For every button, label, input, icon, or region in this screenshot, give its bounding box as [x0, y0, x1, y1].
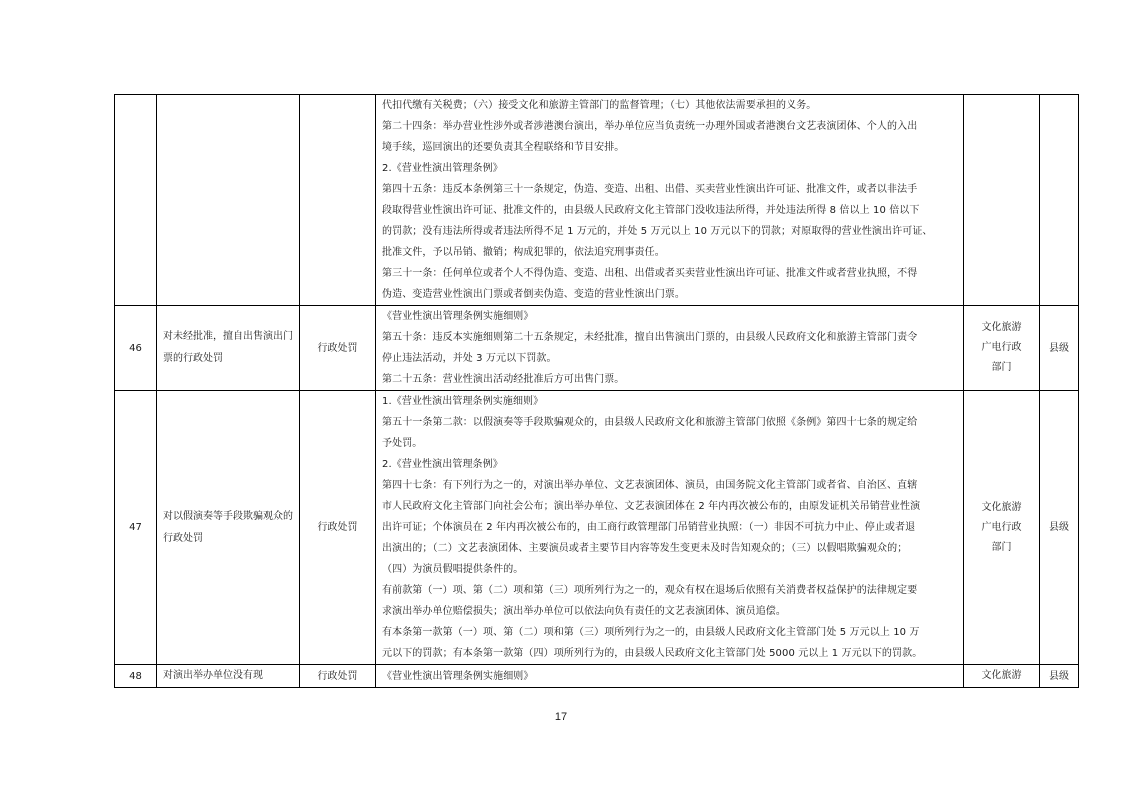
basis-line: 2.《营业性演出管理条例》 [382, 163, 503, 174]
row-number: 46 [115, 306, 157, 391]
penalty-type: 行政处罚 [300, 306, 376, 391]
basis-line: 第二十四条：举办营业性涉外或者涉港澳台演出，举办单位应当负责统一办理外国或者港澳台文艺表演团体、个人的入出 [382, 121, 918, 132]
basis-line: 元以下的罚款；有本条第一款第（四）项所列行为的，由县级人民政府文化主管部门处 5000 元以上 1 万元以下的罚款。 [382, 648, 923, 659]
department-line: 部门 [991, 541, 1012, 553]
row-number: 47 [115, 391, 157, 665]
basis-line: 的罚款；没有违法所得或者违法所得不足 1 万元的，并处 5 万元以上 10 万元以下的罚款；对原取得的营业性演出许可证、 [382, 226, 933, 237]
basis-line: 第二十五条：营业性演出活动经批准后方可出售门票。 [382, 374, 625, 385]
basis-line: 有本条第一款第（一）项、第（二）项和第（三）项所列行为之一的，由县级人民政府文化主管部门处 5 万元以上 10 万 [382, 627, 920, 638]
penalty-item: 对未经批准，擅自出售演出门票的行政处罚 [157, 306, 300, 391]
row-number [115, 95, 157, 306]
basis-line: 1.《营业性演出管理条例实施细则》 [382, 396, 544, 407]
basis-line: 出演出的；（二）文艺表演团体、主要演员或者主要节目内容等发生变更未及时告知观众的；（三）以假唱欺骗观众的； [382, 543, 908, 554]
penalty-item [157, 95, 300, 306]
basis-line: （四）为演员假唱提供条件的。 [382, 564, 524, 575]
basis-line: 段取得营业性演出许可证、批准文件的，由县级人民政府文化主管部门没收违法所得，并处违法所得 8 倍以上 10 倍以下 [382, 205, 920, 216]
department-line: 文化旅游 [981, 670, 1022, 681]
department-line: 文化旅游 [981, 322, 1022, 333]
responsible-department [964, 665, 1040, 688]
basis-line: 《营业性演出管理条例实施细则》 [382, 670, 534, 682]
department-line: 部门 [991, 362, 1012, 373]
row-number: 48 [115, 665, 157, 688]
department-line: 广电行政 [981, 521, 1022, 533]
department-line: 广电行政 [981, 342, 1022, 353]
basis-line: 出许可证；个体演员在 2 年内再次被公布的，由工商行政管理部门吊销营业执照：（一）非因不可抗力中止、停止或者退 [382, 522, 916, 533]
basis-line: 批准文件，予以吊销、撤销；构成犯罪的，依法追究刑事责任。 [382, 247, 665, 258]
department-line: 文化旅游 [981, 501, 1022, 513]
jurisdiction-level: 县级 [1040, 665, 1079, 688]
basis-line: 第四十七条：有下列行为之一的，对演出举办单位、文艺表演团体、演员，由国务院文化主管部门或者省、自治区、直辖 [382, 480, 918, 491]
basis-line: 第四十五条：违反本条例第三十一条规定，伪造、变造、出租、出借、买卖营业性演出许可证、批准文件，或者以非法手 [382, 184, 918, 195]
responsible-department [964, 391, 1040, 665]
basis-line: 第五十一条第二款：以假演奏等手段欺骗观众的，由县级人民政府文化和旅游主管部门依照《条例》第四十七条的规定给 [382, 417, 918, 428]
legal-basis [376, 95, 964, 306]
page-number: 17 [554, 711, 568, 723]
basis-line: 有前款第（一）项、第（二）项和第（三）项所列行为之一的，观众有权在退场后依照有关消费者权益保护的法律规定要 [382, 585, 918, 596]
basis-line: 伪造、变造营业性演出门票或者倒卖伪造、变造的营业性演出门票。 [382, 289, 685, 300]
penalty-item: 对以假演奏等手段欺骗观众的行政处罚 [157, 391, 300, 665]
jurisdiction-level: 县级 [1040, 306, 1079, 391]
penalty-item: 对演出举办单位没有现 [157, 665, 300, 688]
legal-basis [376, 391, 964, 665]
basis-line: 2.《营业性演出管理条例》 [382, 459, 503, 470]
penalty-type: 行政处罚 [300, 665, 376, 688]
table-row [115, 665, 1079, 688]
penalty-type: 行政处罚 [300, 391, 376, 665]
basis-line: 《营业性演出管理条例实施细则》 [382, 311, 534, 322]
basis-line: 市人民政府文化主管部门向社会公布；演出举办单位、文艺表演团体在 2 年内再次被公布的，由原发证机关吊销营业性演 [382, 501, 921, 512]
basis-line: 第五十条：违反本实施细则第二十五条规定，未经批准，擅自出售演出门票的，由县级人民政府文化和旅游主管部门责令 [382, 332, 918, 343]
legal-basis [376, 306, 964, 391]
table-row [115, 391, 1079, 665]
basis-line: 第三十一条：任何单位或者个人不得伪造、变造、出租、出借或者买卖营业性演出许可证、批准文件或者营业执照，不得 [382, 268, 918, 279]
table-row [115, 306, 1079, 391]
responsible-department [964, 306, 1040, 391]
basis-line: 停止违法活动，并处 3 万元以下罚款。 [382, 353, 557, 364]
basis-line: 予处罚。 [382, 438, 423, 449]
basis-line: 境手续，巡回演出的还要负责其全程联络和节目安排。 [382, 142, 625, 153]
jurisdiction-level [1040, 95, 1079, 306]
basis-line: 代扣代缴有关税费；（六）接受文化和旅游主管部门的监督管理；（七）其他依法需要承担的义务。 [382, 100, 817, 111]
table-row [115, 95, 1079, 306]
jurisdiction-level: 县级 [1040, 391, 1079, 665]
basis-line: 求演出举办单位赔偿损失；演出举办单位可以依法向负有责任的文艺表演团体、演员追偿。 [382, 606, 786, 617]
responsible-department [964, 95, 1040, 306]
penalty-type [300, 95, 376, 306]
penalty-table [114, 94, 1079, 688]
legal-basis [376, 665, 964, 688]
